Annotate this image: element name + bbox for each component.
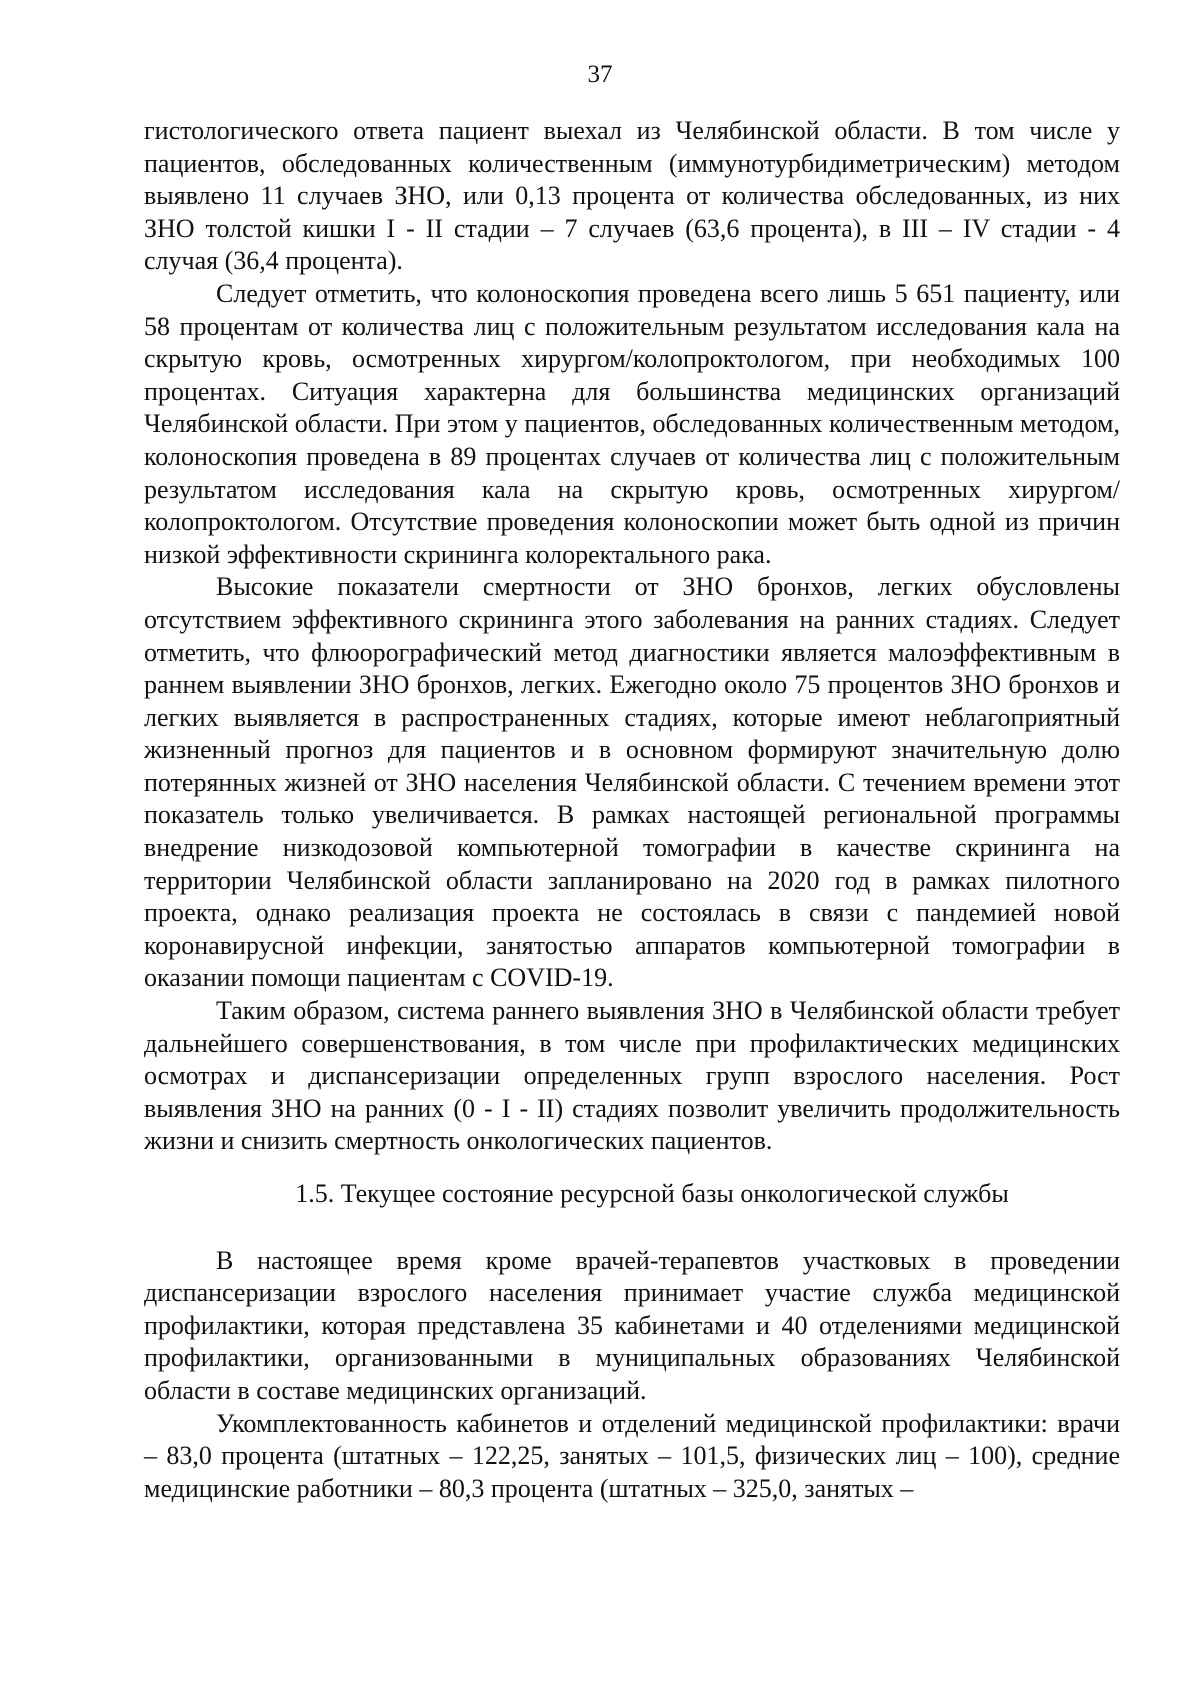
paragraph-lung-cancer: Высокие показатели смертности от ЗНО бронхов, легких обусловлены отсутствием эффективного скрининга этого заболевания на ранних стадиях. Следует отметить, что флюорографический метод диагностики является малоэффективным в раннем выявлении ЗНО бронхов, легких. Ежегодно около 75 процентов ЗНО бронхов и легких выявляется в распространенных стадиях, которые имеют неблагоприятный жизненный прогноз для пациентов и в основном формируют значительную долю потерянных жизней от ЗНО населения Челябинской области. С течением времени этот показатель только увеличивается. В рамках настоящей региональной программы внедрение низкодозовой компьютерной томографии в качестве скрининга на территории Челябинской области запланировано на 2020 год в рамках пилотного проекта, однако реализация проекта не состоялась в связи с пандемией новой коронавирусной инфекции, занятостью аппаратов компьютерной томографии в оказании помощи пациентам с COVID-19. [144,572,1120,993]
page-content [144,115,1120,1505]
paragraph-staffing: Укомплектованность кабинетов и отделений медицинской профилактики: врачи – 83,0 процента (штатных – 122,25, занятых – 101,5, физических лиц – 100), средние медицинские работники – 80,3 процента (штатных – 325,0, занятых – [144,1408,1120,1503]
section-heading: 1.5. Текущее состояние ресурсной базы онкологической службы [295,1179,1009,1208]
paragraph-prevention-service: В настоящее время кроме врачей-терапевтов участковых в проведении диспансеризации взрослого населения принимает участие служба медицинской профилактики, которая представлена 35 кабинетами и 40 отделениями медицинской профилактики, организованными в муниципальных образованиях Челябинской области в составе медицинских организаций. [144,1245,1120,1405]
page-number: 37 [587,61,613,88]
paragraph-continuation: гистологического ответа пациент выехал из Челябинской области. В том числе у пациентов, обследованных количественным (иммунотурбидиметрическим) методом выявлено 11 случаев ЗНО, или 0,13 процента от количества обследованных, из них ЗНО толстой кишки I - II стадии – 7 случаев (63,6 процента), в III – IV стадии - 4 случая (36,4 процента). [144,116,1120,276]
paragraph-colonoscopy: Следует отметить, что колоноскопия проведена всего лишь 5 651 пациенту, или 58 процентам от количества лиц с положительным результатом исследования кала на скрытую кровь, осмотренных хирургом/колопроктологом, при необходимых 100 процентах. Ситуация характерна для большинства медицинских организаций Челябинской области. При этом у пациентов, обследованных количественным методом, колоноскопия проведена в 89 процентах случаев от количества лиц с положительным результатом исследования кала на скрытую кровь, осмотренных хирургом/колопроктологом. Отсутствие проведения колоноскопии может быть одной из причин низкой эффективности скрининга колоректального рака. [144,278,1120,569]
paragraph-conclusion: Таким образом, система раннего выявления ЗНО в Челябинской области требует дальнейшего совершенствования, в том числе при профилактических медицинских осмотрах и диспансеризации определенных групп взрослого населения. Рост выявления ЗНО на ранних (0 - I - II) стадиях позволит увеличить продолжительность жизни и снизить смертность онкологических пациентов. [144,996,1120,1156]
